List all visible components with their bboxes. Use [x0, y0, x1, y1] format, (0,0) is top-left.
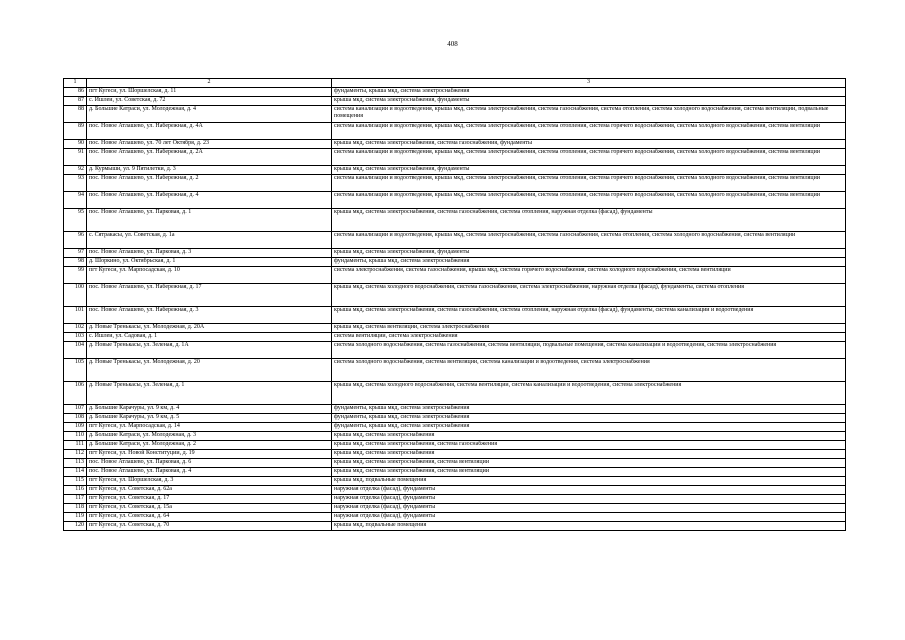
works-cell: фундаменты, крыша мкд, система электроснабжения	[332, 423, 846, 432]
works-cell: крыша мкд, система холодного водоснабжения, система вентиляции, система канализации и водоотведения, система электроснабжения	[332, 382, 846, 405]
address-cell: пгт Кугеси, ул. Новой Конституции, д. 19	[87, 450, 332, 459]
works-cell: крыша мкд, система электроснабжения, фундаменты	[332, 166, 846, 175]
row-number-cell: 101	[64, 307, 87, 324]
works-cell: система канализации и водоотведения, крыша мкд, система электроснабжения, система отопления, система горячего водоснабжения, система холодного водоснабжения, система вентиляции	[332, 175, 846, 192]
works-cell: крыша мкд, система электроснабжения	[332, 432, 846, 441]
column-header-works: 3	[332, 79, 846, 88]
works-cell: система холодного водоснабжения, система вентиляции, система канализации и водоотведения, система электроснабжения	[332, 359, 846, 382]
works-cell: крыша мкд, система электроснабжения, фундаменты	[332, 97, 846, 106]
table-row	[64, 486, 846, 495]
table-row	[64, 441, 846, 450]
address-cell: пгт Кугеси, ул. Советская, д. 64	[87, 513, 332, 522]
row-number-cell: 91	[64, 149, 87, 166]
row-number-cell: 99	[64, 267, 87, 284]
row-number-cell: 113	[64, 459, 87, 468]
works-cell: система канализации и водоотведения, крыша мкд, система электроснабжения, система газоснабжения, система отопления, система холодного водоснабжения, система вентиляции	[332, 232, 846, 249]
address-cell: пос. Новое Атлашево, ул. Набережная, д. 2А	[87, 149, 332, 166]
works-cell: крыша мкд, система холодного водоснабжения, система газоснабжения, система электроснабжения, наружная отделка (фасад), фундаменты, система отопления	[332, 284, 846, 307]
table-row	[64, 209, 846, 232]
works-cell: наружная отделка (фасад), фундаменты	[332, 486, 846, 495]
works-cell: крыша мкд, подвальные помещения	[332, 477, 846, 486]
works-cell: крыша мкд, система электроснабжения, система вентиляции	[332, 468, 846, 477]
works-cell: система электроснабжения, система газоснабжения, крыша мкд, система горячего водоснабжения, система холодного водоснабжения, система вентиляции	[332, 267, 846, 284]
table-row	[64, 249, 846, 258]
row-number-cell: 93	[64, 175, 87, 192]
works-cell: крыша мкд, система электроснабжения	[332, 450, 846, 459]
table-row	[64, 504, 846, 513]
address-cell: д. Большие Карачуры, ул. 9 км, д. 4	[87, 405, 332, 414]
works-cell: фундаменты, крыша мкд, система электроснабжения	[332, 405, 846, 414]
table-row	[64, 522, 846, 531]
table-row	[64, 149, 846, 166]
row-number-cell: 100	[64, 284, 87, 307]
row-number-cell: 114	[64, 468, 87, 477]
table-row	[64, 232, 846, 249]
address-cell: пгт Кугеси, ул. Марпосадская, д. 10	[87, 267, 332, 284]
table-row	[64, 324, 846, 333]
address-cell: д. Большие Карачуры, ул. 9 км, д. 5	[87, 414, 332, 423]
address-cell: пгт Кугеси, ул. Советская, д. 70	[87, 522, 332, 531]
works-cell: система холодного водоснабжения, система газоснабжения, система вентиляции, подвальные помещения, система канализации и водоотведения, система электроснабжения	[332, 342, 846, 359]
row-number-cell: 94	[64, 192, 87, 209]
works-cell: система канализации и водоотведения, крыша мкд, система электроснабжения, система отопления, система горячего водоснабжения, система холодного водоснабжения, система вентиляции	[332, 149, 846, 166]
works-cell: фундаменты, крыша мкд, система электроснабжения	[332, 258, 846, 267]
row-number-cell: 118	[64, 504, 87, 513]
row-number-cell: 112	[64, 450, 87, 459]
row-number-cell: 87	[64, 97, 87, 106]
table-row	[64, 123, 846, 140]
table-row	[64, 450, 846, 459]
works-cell: наружная отделка (фасад), фундаменты	[332, 504, 846, 513]
address-cell: пгт Кугеси, ул. Советская, д. 62а	[87, 486, 332, 495]
row-number-cell: 104	[64, 342, 87, 359]
works-cell: крыша мкд, система электроснабжения, система газоснабжения, система отопления, наружная отделка (фасад), фундаменты, система канализации и водоотведения	[332, 307, 846, 324]
address-cell: д. Шоркино, ул. Октябрьская, д. 1	[87, 258, 332, 267]
works-cell: система канализации и водоотведения, крыша мкд, система электроснабжения, система газоснабжения, система отопления, система холодного водоснабжения, система вентиляции, подвальные помещения	[332, 106, 846, 123]
table-row	[64, 88, 846, 97]
table-row	[64, 342, 846, 359]
row-number-cell: 111	[64, 441, 87, 450]
table-row	[64, 166, 846, 175]
address-cell: пос. Новое Атлашево, ул. Набережная, д. 3	[87, 307, 332, 324]
address-cell: пгт Кугеси, ул. Шоршелская, д. 11	[87, 88, 332, 97]
address-cell: д. Курмыши, ул. 9 Пятилетки, д. 3	[87, 166, 332, 175]
row-number-cell: 107	[64, 405, 87, 414]
address-cell: д. Новые Тренькасы, ул. Зеленая, д. 1А	[87, 342, 332, 359]
row-number-cell: 110	[64, 432, 87, 441]
row-number-cell: 116	[64, 486, 87, 495]
row-number-cell: 105	[64, 359, 87, 382]
address-cell: пос. Новое Атлашево, ул. Набережная, д. 4А	[87, 123, 332, 140]
table-row	[64, 459, 846, 468]
works-cell: наружная отделка (фасад), фундаменты	[332, 495, 846, 504]
address-cell: пос. Новое Атлашево, ул. Парковая, д. 1	[87, 209, 332, 232]
works-cell: крыша мкд, система электроснабжения, система газоснабжения	[332, 441, 846, 450]
row-number-cell: 103	[64, 333, 87, 342]
address-cell: пос. Новое Атлашево, ул. Парковая, д. 6	[87, 459, 332, 468]
works-cell: крыша мкд, система электроснабжения, система вентиляции	[332, 459, 846, 468]
works-cell: фундаменты, крыша мкд, система электроснабжения	[332, 88, 846, 97]
works-cell: система вентиляции, система электроснабжения	[332, 333, 846, 342]
table-row	[64, 382, 846, 405]
works-cell: система канализации и водоотведения, крыша мкд, система электроснабжения, система отопления, система горячего водоснабжения, система холодного водоснабжения, система вентиляции	[332, 192, 846, 209]
table-row	[64, 258, 846, 267]
table-row	[64, 423, 846, 432]
table-row	[64, 513, 846, 522]
column-header-address: 2	[87, 79, 332, 88]
table-row	[64, 140, 846, 149]
row-number-cell: 106	[64, 382, 87, 405]
address-cell: пгт Кугеси, ул. Советская, д. 17	[87, 495, 332, 504]
works-cell: крыша мкд, система вентиляции, система электроснабжения	[332, 324, 846, 333]
works-cell: крыша мкд, система электроснабжения, фундаменты	[332, 249, 846, 258]
table-row	[64, 414, 846, 423]
table-row	[64, 405, 846, 414]
row-number-cell: 119	[64, 513, 87, 522]
address-cell: пос. Новое Атлашево, ул. Набережная, д. 4	[87, 192, 332, 209]
row-number-cell: 102	[64, 324, 87, 333]
works-cell: фундаменты, крыша мкд, система электроснабжения	[332, 414, 846, 423]
address-cell: пос. Новое Атлашево, ул. Парковая, д. 3	[87, 249, 332, 258]
table-row	[64, 307, 846, 324]
address-cell: пос. Новое Атлашево, ул. 70 лет Октября, д. 23	[87, 140, 332, 149]
table-row	[64, 359, 846, 382]
address-cell: с. Ишлеи, ул. Советская, д. 72	[87, 97, 332, 106]
table-row	[64, 468, 846, 477]
row-number-cell: 90	[64, 140, 87, 149]
works-cell: крыша мкд, система электроснабжения, система газоснабжения, фундаменты	[332, 140, 846, 149]
address-cell: пос. Новое Атлашево, ул. Парковая, д. 4	[87, 468, 332, 477]
works-table	[63, 78, 846, 531]
works-cell: система канализации и водоотведения, крыша мкд, система электроснабжения, система отопления, система горячего водоснабжения, система холодного водоснабжения, система вентиляции	[332, 123, 846, 140]
row-number-cell: 120	[64, 522, 87, 531]
table-row	[64, 106, 846, 123]
row-number-cell: 96	[64, 232, 87, 249]
address-cell: д. Новые Тренькасы, ул. Молодежная, д. 20А	[87, 324, 332, 333]
address-cell: д. Новые Тренькасы, ул. Молодежная, д. 20	[87, 359, 332, 382]
table-row	[64, 175, 846, 192]
header-row	[64, 79, 846, 88]
row-number-cell: 95	[64, 209, 87, 232]
table-row	[64, 192, 846, 209]
address-cell: д. Новые Тренькасы, ул. Зеленая, д. 1	[87, 382, 332, 405]
table-row	[64, 284, 846, 307]
address-cell: д. Большие Катраси, ул. Молодежная, д. 2	[87, 441, 332, 450]
address-cell: д. Большие Катраси, ул. Молодежная, д. 3	[87, 432, 332, 441]
table-row	[64, 495, 846, 504]
address-cell: пгт Кугеси, ул. Марпосадская, д. 14	[87, 423, 332, 432]
address-cell: д. Большие Катраси, ул. Молодежная, д. 4	[87, 106, 332, 123]
table-row	[64, 267, 846, 284]
page-number: 408	[447, 40, 458, 48]
row-number-cell: 92	[64, 166, 87, 175]
row-number-cell: 88	[64, 106, 87, 123]
address-cell: пос. Новое Атлашево, ул. Набережная, д. 17	[87, 284, 332, 307]
address-cell: с. Сятракасы, ул. Советская, д. 1а	[87, 232, 332, 249]
works-cell: крыша мкд, подвальные помещения	[332, 522, 846, 531]
address-cell: с. Ишлеи, ул. Садовая, д. 1	[87, 333, 332, 342]
table-row	[64, 477, 846, 486]
row-number-cell: 86	[64, 88, 87, 97]
table-row	[64, 333, 846, 342]
row-number-cell: 109	[64, 423, 87, 432]
table-row	[64, 97, 846, 106]
row-number-cell: 108	[64, 414, 87, 423]
row-number-cell: 117	[64, 495, 87, 504]
address-cell: пгт Кугеси, ул. Шоршелская, д. 3	[87, 477, 332, 486]
address-cell: пгт Кугеси, ул. Советская, д. 15а	[87, 504, 332, 513]
row-number-cell: 97	[64, 249, 87, 258]
table-row	[64, 432, 846, 441]
address-cell: пос. Новое Атлашево, ул. Набережная, д. 2	[87, 175, 332, 192]
row-number-cell: 98	[64, 258, 87, 267]
row-number-cell: 115	[64, 477, 87, 486]
works-cell: крыша мкд, система электроснабжения, система газоснабжения, система отопления, наружная отделка (фасад), фундаменты	[332, 209, 846, 232]
row-number-cell: 89	[64, 123, 87, 140]
works-cell: наружная отделка (фасад), фундаменты	[332, 513, 846, 522]
column-header-number: 1	[64, 79, 87, 88]
